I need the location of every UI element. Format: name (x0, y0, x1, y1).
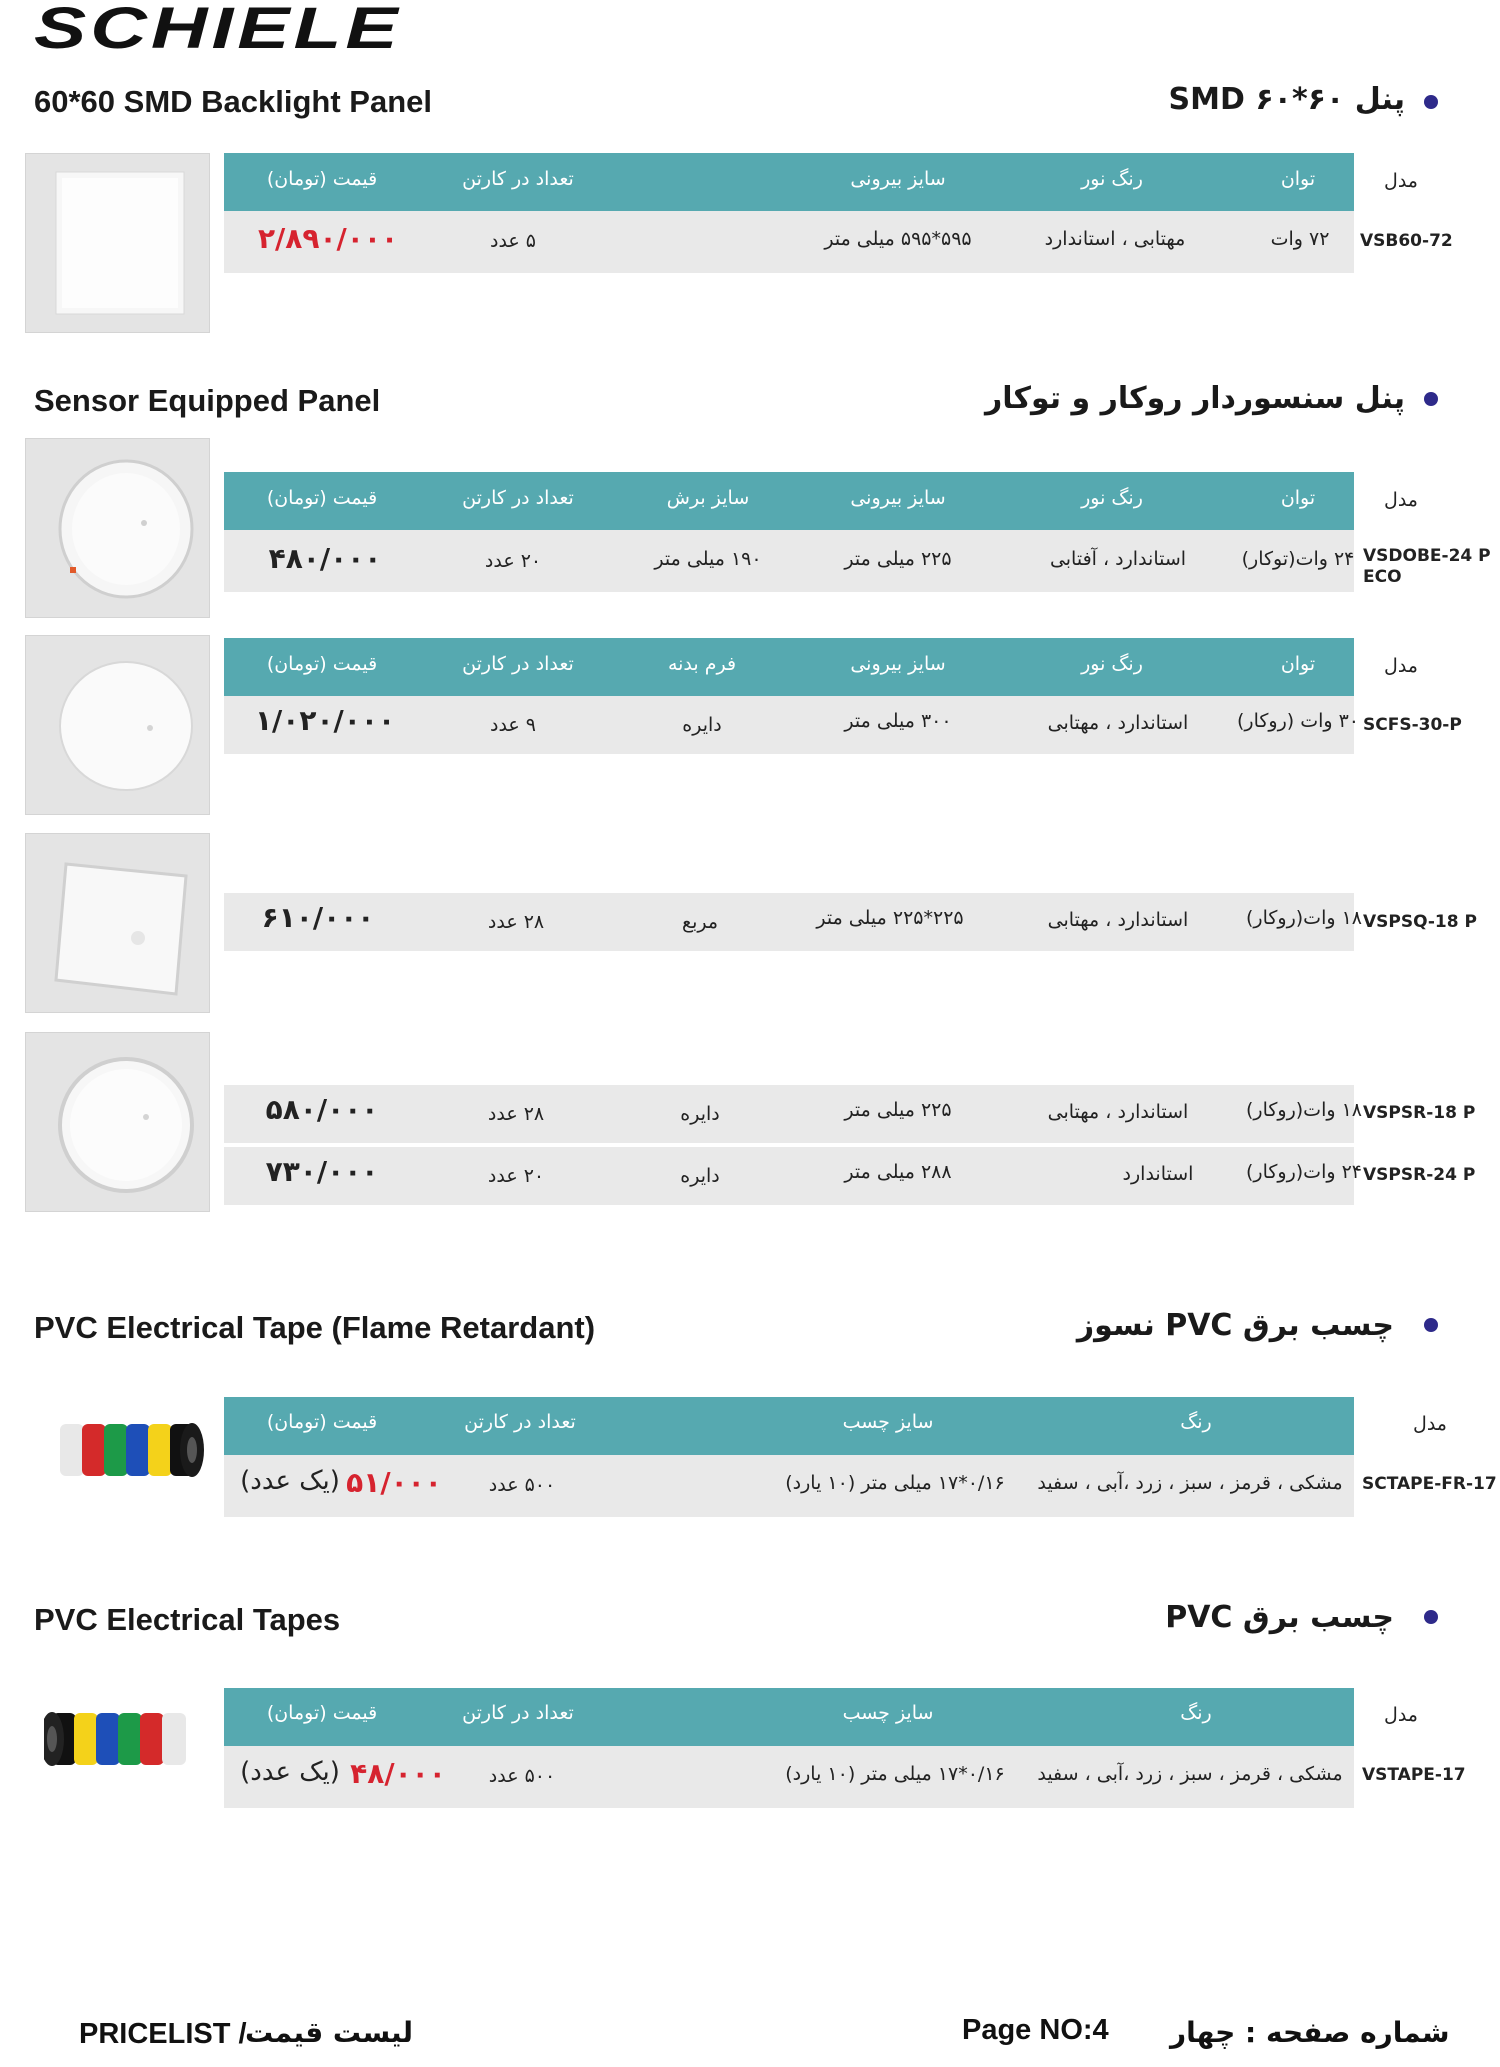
cell-power: ۷۲ وات (1270, 228, 1330, 250)
cell-model: VSPSR-18 P (1363, 1103, 1476, 1123)
column-header-per-carton: تعداد در کارتن (462, 168, 574, 190)
cell-per-carton: ۲۸ عدد (487, 911, 545, 933)
footer-pricelist-en: PRICELIST / (79, 2018, 247, 2050)
square-panel-icon (26, 154, 211, 334)
product-image-round-panel-2 (25, 635, 210, 815)
table-header-smd (224, 153, 1354, 211)
tape-roll (140, 1713, 164, 1765)
bullet-icon (1424, 1318, 1438, 1332)
cell-model: VSTAPE-17 (1362, 1765, 1466, 1785)
cell-model: VSB60-72 (1360, 231, 1453, 251)
cell-body-shape: دایره (680, 1103, 720, 1125)
column-header-power: توان (1280, 168, 1316, 190)
round-panel-icon (26, 439, 211, 619)
tape-roll-core (187, 1437, 197, 1463)
tape-roll-core (47, 1726, 57, 1752)
column-header-price: قیمت (تومان) (266, 1702, 378, 1724)
brand-logo: SCHIELE (34, 0, 402, 61)
cell-light-color: استاندارد ، آفتابی (1049, 548, 1187, 570)
column-header-color: رنگ (1180, 1411, 1212, 1433)
tape-roll (162, 1713, 186, 1765)
column-header-price: قیمت (تومان) (266, 1411, 378, 1433)
product-image-square-panel (25, 153, 210, 333)
cell-model-line2: ECO (1363, 567, 1402, 587)
column-header-price: قیمت (تومان) (266, 653, 378, 675)
cell-power: ۳۰ وات (روکار) (1236, 710, 1360, 732)
column-header-per-carton: تعداد در کارتن (464, 1411, 576, 1433)
section-title-fa-sensor: پنل سنسوردار روکار و توکار (985, 381, 1405, 416)
footer-page-number-en: Page NO:4 (962, 2014, 1109, 2046)
tape-roll (96, 1713, 120, 1765)
cell-price: ۶۱۰/۰۰۰ (261, 901, 375, 934)
tape-rolls-icon (52, 1414, 212, 1496)
cell-color: مشکی ، قرمز ، سبز ، زرد ،آبی ، سفید (1037, 1763, 1343, 1785)
column-header-light-color: رنگ نور (1081, 168, 1143, 190)
tape-roll (60, 1424, 84, 1476)
cell-per-carton: ۵۰۰ عدد (488, 1474, 556, 1496)
cell-light-color: استاندارد ، مهتابی (1047, 1101, 1189, 1123)
cell-price-unit: (یک عدد) (240, 1757, 340, 1787)
round-panel-icon (26, 636, 211, 816)
section-title-en-sensor: Sensor Equipped Panel (34, 383, 381, 418)
cell-light-color: استاندارد ، مهتابی (1047, 712, 1189, 734)
cell-price: ۷۳۰/۰۰۰ (265, 1155, 379, 1188)
product-image-square-sensor-panel (25, 833, 210, 1013)
product-image-round-panel (25, 438, 210, 618)
column-header-outer-size: سایز بیرونی (850, 653, 946, 675)
bullet-icon (1424, 95, 1438, 109)
section-title-en-tape-fr: PVC Electrical Tape (Flame Retardant) (34, 1310, 596, 1345)
cell-outer-size: ۲۲۵ میلی متر (844, 1099, 952, 1121)
bullet-icon (1424, 1610, 1438, 1624)
cell-outer-size: ۲۲۵*۲۲۵ میلی متر (816, 907, 964, 929)
column-header-power: توان (1280, 487, 1316, 509)
section-title-fa-tape: چسب برق PVC (1165, 1600, 1394, 1635)
column-header-price: قیمت (تومان) (266, 168, 378, 190)
cell-cut-size: ۱۹۰ میلی متر (654, 548, 762, 570)
cell-power: ۲۴ وات(توکار) (1241, 548, 1355, 570)
cell-tape-size: ۰/۱۶*۱۷ میلی متر (۱۰ یارد) (785, 1472, 1005, 1494)
column-label-model: مدل (1384, 1704, 1418, 1726)
cell-outer-size: ۲۸۸ میلی متر (844, 1161, 952, 1183)
product-image-round-panel-3 (25, 1032, 210, 1212)
cell-color: مشکی ، قرمز ، سبز ، زرد ،آبی ، سفید (1037, 1472, 1343, 1494)
cell-power: ۱۸ وات(روکار) (1246, 1099, 1362, 1121)
cell-light-color: استاندارد (1122, 1163, 1194, 1185)
column-header-tape-size: سایز چسب (842, 1702, 934, 1724)
column-header-color: رنگ (1180, 1702, 1212, 1724)
tape-roll (104, 1424, 128, 1476)
cell-per-carton: ۲۸ عدد (487, 1103, 545, 1125)
cell-per-carton: ۲۰ عدد (484, 550, 542, 572)
table-header-sensor-a (224, 472, 1354, 530)
column-header-price: قیمت (تومان) (266, 487, 378, 509)
cell-body-shape: دایره (682, 714, 722, 736)
cell-power: ۲۴ وات(روکار) (1246, 1161, 1362, 1183)
cell-model: VSPSR-24 P (1363, 1165, 1476, 1185)
tape-roll (74, 1713, 98, 1765)
cell-model: VSDOBE-24 P (1363, 546, 1491, 566)
tape-roll (118, 1713, 142, 1765)
tape-roll (126, 1424, 150, 1476)
cell-per-carton: ۵ عدد (489, 230, 537, 252)
footer-page-number-fa: شماره صفحه : چهار (1170, 2016, 1450, 2049)
column-header-per-carton: تعداد در کارتن (462, 653, 574, 675)
column-label-model: مدل (1384, 489, 1418, 511)
cell-power: ۱۸ وات(روکار) (1246, 907, 1362, 929)
cell-model: SCTAPE-FR-17 (1362, 1474, 1497, 1494)
cell-model: VSPSQ-18 P (1363, 912, 1477, 932)
cell-tape-size: ۰/۱۶*۱۷ میلی متر (۱۰ یارد) (785, 1763, 1005, 1785)
cell-price: ۱/۰۲۰/۰۰۰ (254, 704, 396, 737)
cell-body-shape: دایره (680, 1165, 720, 1187)
cell-price: ۴۸/۰۰۰ (350, 1757, 446, 1790)
column-header-per-carton: تعداد در کارتن (462, 487, 574, 509)
cell-price-unit: (یک عدد) (240, 1466, 340, 1496)
cell-light-color: استاندارد ، مهتابی (1047, 909, 1189, 931)
cell-per-carton: ۲۰ عدد (487, 1165, 545, 1187)
cell-price: ۴۸۰/۰۰۰ (268, 542, 382, 575)
cell-model: SCFS-30-P (1363, 715, 1462, 735)
cell-price: ۲/۸۹۰/۰۰۰ (257, 222, 399, 255)
column-header-cut-size: سایز برش (666, 487, 750, 509)
section-title-en-smd: 60*60 SMD Backlight Panel (34, 84, 432, 119)
column-header-outer-size: سایز بیرونی (850, 168, 946, 190)
column-header-per-carton: تعداد در کارتن (462, 1702, 574, 1724)
tape-rolls-icon (44, 1703, 204, 1785)
cell-outer-size: ۵۹۵*۵۹۵ میلی متر (824, 228, 972, 250)
tape-roll (82, 1424, 106, 1476)
section-title-fa-tape-fr: چسب برق PVC نسوز (1076, 1308, 1394, 1343)
cell-per-carton: ۵۰۰ عدد (488, 1765, 556, 1787)
column-header-outer-size: سایز بیرونی (850, 487, 946, 509)
footer-pricelist-fa: لیست قیمت (245, 2016, 413, 2049)
cell-body-shape: مربع (681, 911, 719, 933)
column-header-tape-size: سایز چسب (842, 1411, 934, 1433)
cell-price: ۵۸۰/۰۰۰ (265, 1093, 379, 1126)
cell-per-carton: ۹ عدد (489, 714, 537, 736)
section-title-en-tape: PVC Electrical Tapes (34, 1602, 341, 1637)
square-panel-icon (26, 834, 211, 1014)
cell-light-color: مهتابی ، استاندارد (1044, 228, 1186, 250)
tape-roll (148, 1424, 172, 1476)
round-panel-icon (26, 1033, 211, 1213)
cell-outer-size: ۳۰۰ میلی متر (844, 710, 952, 732)
column-header-power: توان (1280, 653, 1316, 675)
column-header-light-color: رنگ نور (1081, 653, 1143, 675)
column-header-light-color: رنگ نور (1081, 487, 1143, 509)
column-header-body-shape: فرم بدنه (667, 653, 737, 675)
cell-outer-size: ۲۲۵ میلی متر (844, 548, 952, 570)
section-title-fa-smd: پنل ۶۰*۶۰ SMD (1168, 82, 1405, 117)
column-label-model: مدل (1384, 170, 1418, 192)
table-header-sensor-b (224, 638, 1354, 696)
cell-price: ۵۱/۰۰۰ (346, 1466, 442, 1499)
column-label-model: مدل (1413, 1413, 1447, 1435)
column-label-model: مدل (1384, 655, 1418, 677)
bullet-icon (1424, 392, 1438, 406)
